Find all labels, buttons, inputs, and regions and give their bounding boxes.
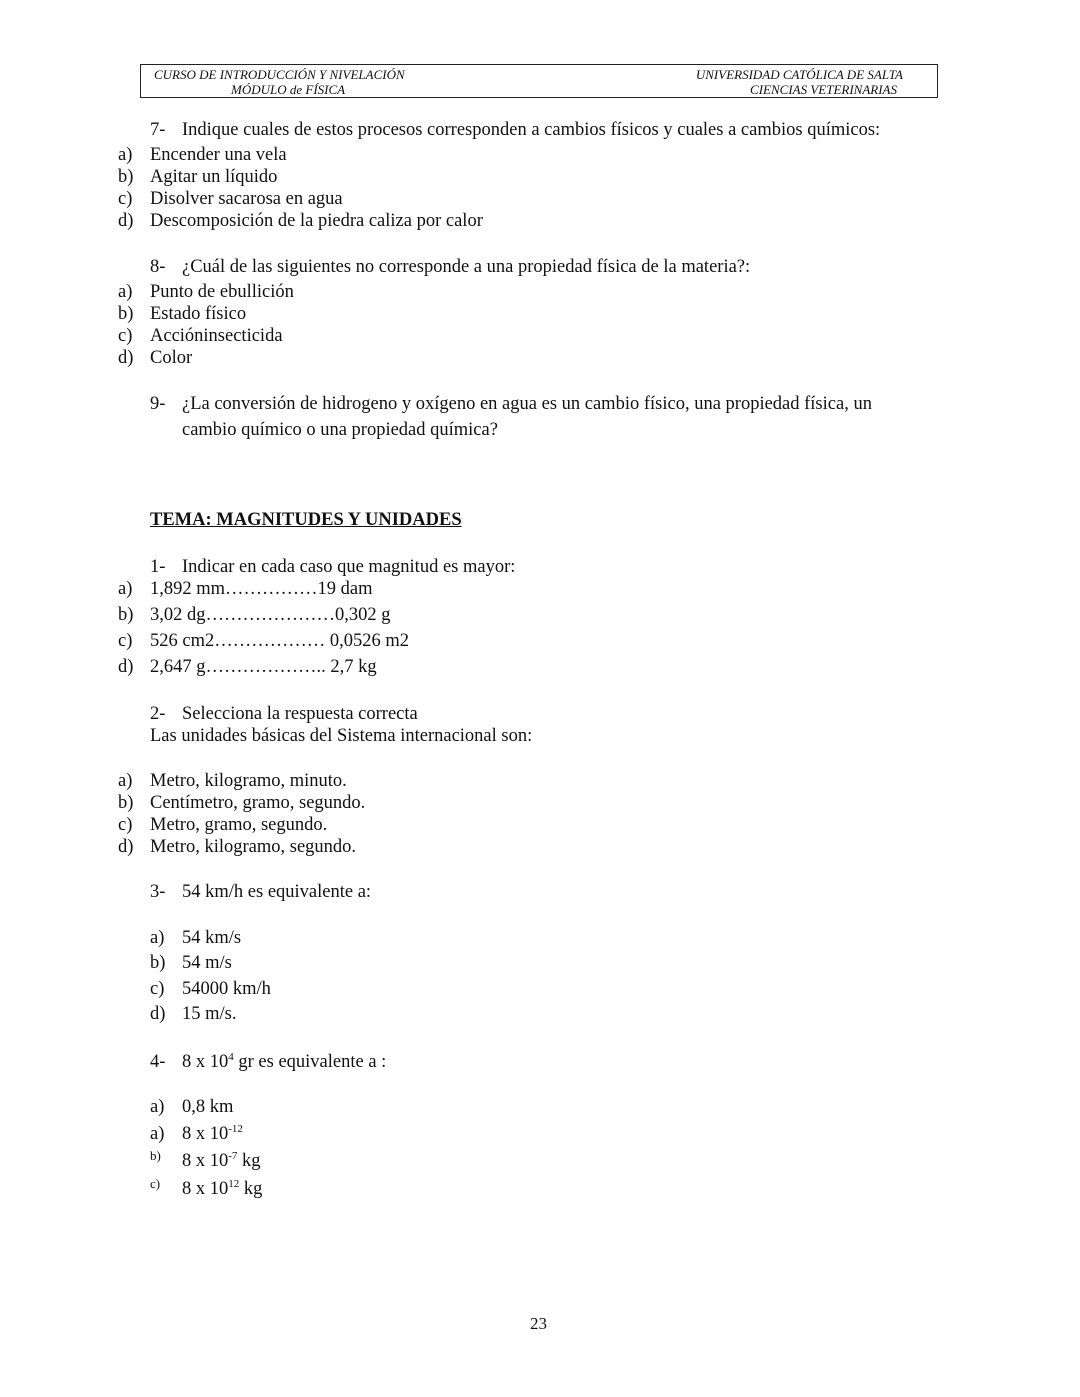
question-number: 9- [150, 394, 166, 414]
question-text: 8 x $10^4$ gr es equivalente a : [182, 1051, 387, 1072]
header-university: UNIVERSIDAD CATÓLICA DE SALTA [695, 67, 903, 82]
question-text: ¿Cuál de las siguientes no corresponde a una propiedad física de la materia?: [182, 257, 751, 277]
question-number: 3- [150, 882, 166, 902]
option-text: 15 m/s. [182, 1004, 237, 1024]
option-text: Metro, gramo, segundo. [150, 815, 328, 835]
option-label: b) [150, 1148, 161, 1163]
option-label: a) [118, 771, 133, 791]
option-text: Metro, kilogramo, minuto. [150, 771, 347, 791]
header-course: CURSO DE INTRODUCCIÓN Y NIVELACIÓN [154, 67, 405, 82]
option-label: c) [150, 979, 165, 999]
option-text: 54000 km/h [182, 979, 271, 999]
section-heading: TEMA: MAGNITUDES Y UNIDADES [150, 510, 462, 530]
question-number: 8- [150, 257, 166, 277]
question-number: 1- [150, 557, 166, 577]
option-label: b) [118, 304, 134, 324]
question-subtext: Las unidades básicas del Sistema internacional son: [150, 726, 533, 746]
option-text: Metro, kilogramo, segundo. [150, 837, 357, 857]
header-faculty: CIENCIAS VETERINARIAS [750, 82, 897, 97]
option-label: c) [150, 1176, 161, 1191]
option-text: 3,02 dg…………………0,302 g [150, 605, 391, 625]
question-text: Selecciona la respuesta correcta [182, 704, 418, 724]
option-label: c) [118, 189, 133, 209]
option-label: c) [118, 815, 133, 835]
question-number: 7- [150, 120, 166, 140]
option-label: b) [118, 793, 134, 813]
page-number: 23 [530, 1314, 547, 1333]
option-text: 2,647 g……………….. 2,7 kg [150, 657, 377, 677]
option-text: 526 cm2……………… 0,0526 m2 [150, 631, 409, 651]
option-label: a) [150, 1097, 165, 1117]
option-text: Estado físico [150, 304, 247, 324]
question-text: 54 km/h es equivalente a: [182, 882, 372, 902]
option-text: 1,892 mm……………19 dam [150, 579, 373, 599]
option-label: d) [118, 837, 134, 857]
option-label: b) [150, 953, 166, 973]
header-module: MÓDULO de FÍSICA [231, 82, 346, 97]
option-label: b) [118, 167, 134, 187]
option-text: Centímetro, gramo, segundo. [150, 793, 366, 813]
option-label: d) [118, 211, 134, 231]
question-text: Indique cuales de estos procesos corresponden a cambios físicos y cuales a cambios químicos: [182, 120, 881, 140]
option-label: c) [118, 631, 133, 651]
option-label: a) [150, 1124, 165, 1144]
question-number: 2- [150, 704, 166, 724]
option-text: 8 x $10^{-12}$ [182, 1123, 243, 1144]
option-text: 8 x $10^{12}$ kg [182, 1178, 263, 1199]
option-text: Color [150, 348, 193, 368]
option-text: 54 m/s [182, 953, 232, 973]
option-label: a) [150, 928, 165, 948]
question-number: 4- [150, 1052, 166, 1072]
option-text: Punto de ebullición [150, 282, 294, 302]
page-header [140, 64, 938, 98]
option-text: Accióninsecticida [150, 326, 283, 346]
option-text: 8 x $10^{-7}$ kg [182, 1150, 261, 1171]
option-label: d) [118, 657, 134, 677]
question-text-continued: cambio químico o una propiedad química? [182, 420, 498, 440]
option-text: Encender una vela [150, 145, 287, 165]
option-text: Agitar un líquido [150, 167, 278, 187]
option-label: c) [118, 326, 133, 346]
question-text: ¿La conversión de hidrogeno y oxígeno en agua es un cambio físico, una propiedad física, un [182, 394, 872, 414]
option-text: 54 km/s [182, 928, 242, 948]
option-text: Descomposición de la piedra caliza por calor [150, 211, 483, 231]
option-label: b) [118, 605, 134, 625]
option-label: d) [118, 348, 134, 368]
option-text: 0,8 km [182, 1097, 234, 1117]
option-text: Disolver sacarosa en agua [150, 189, 343, 209]
option-label: a) [118, 579, 133, 599]
option-label: d) [150, 1004, 166, 1024]
option-label: a) [118, 145, 133, 165]
question-text: Indicar en cada caso que magnitud es mayor: [182, 557, 516, 577]
option-label: a) [118, 282, 133, 302]
